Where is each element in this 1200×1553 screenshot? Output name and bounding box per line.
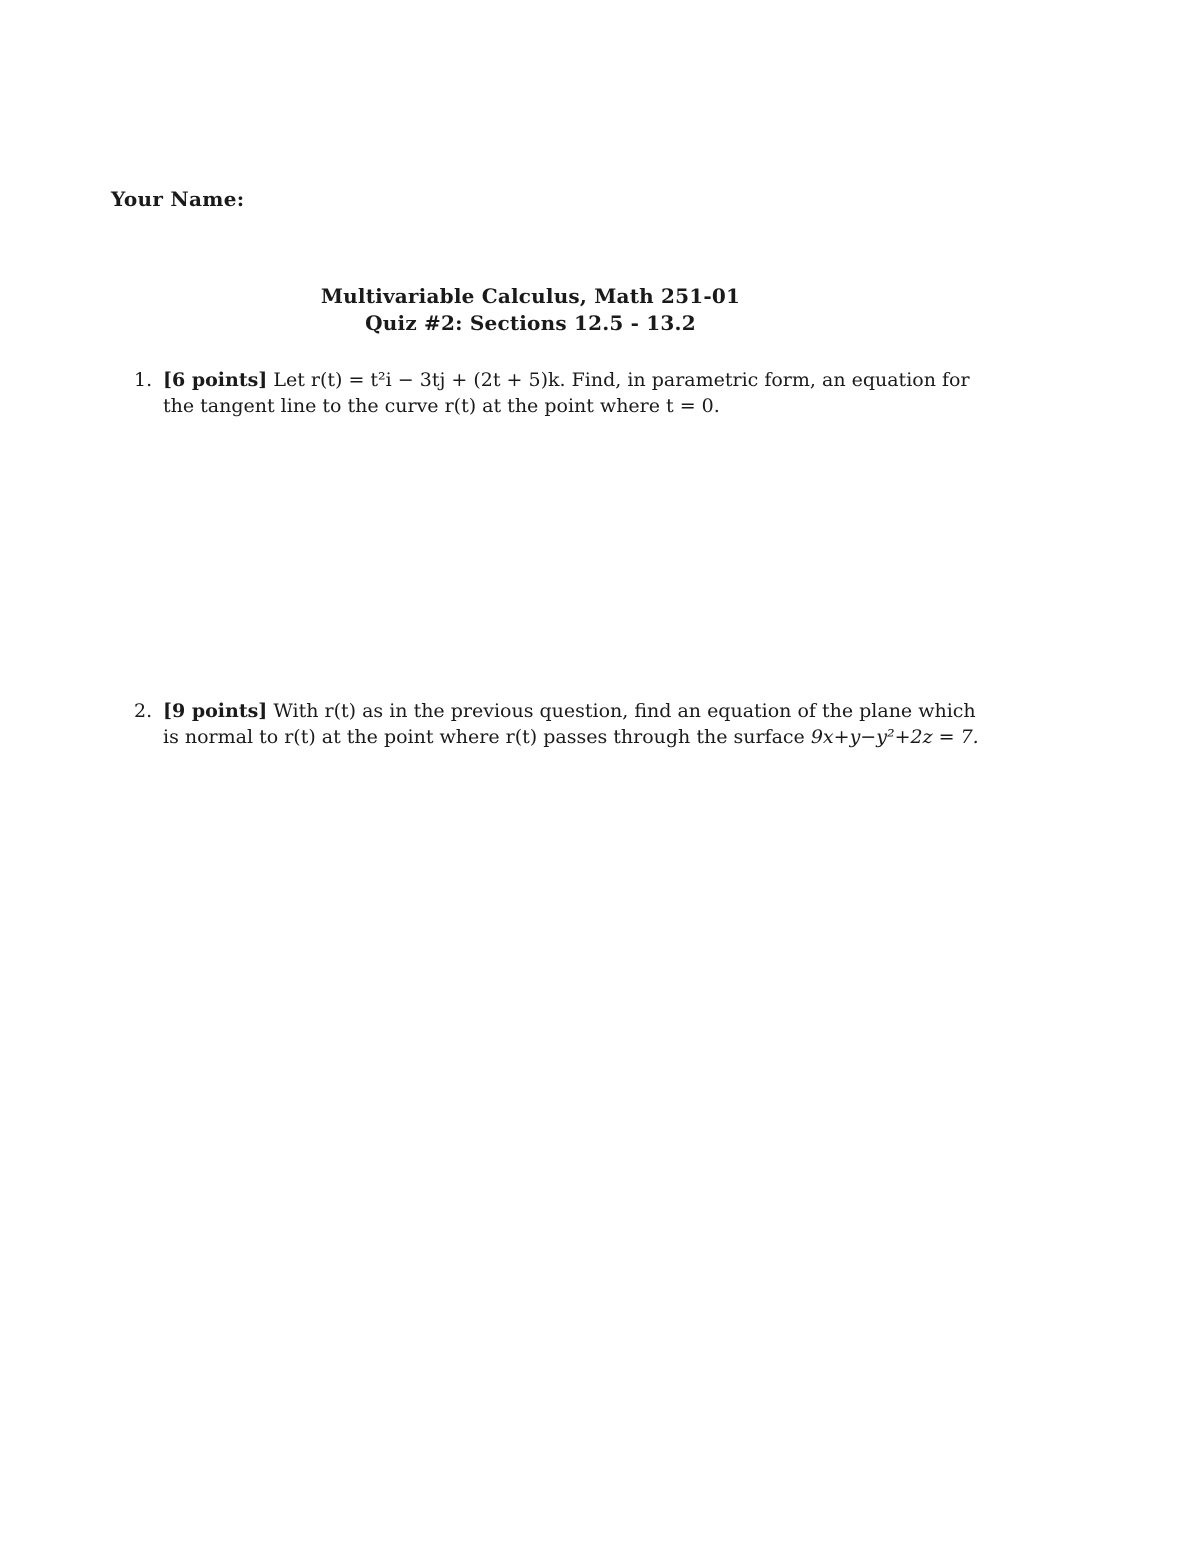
question-1-number: 1. [134,369,153,391]
question-2-surface-equation: 9x+y−y²+2z = 7. [810,726,979,748]
course-title: Multivariable Calculus, Math 251-01 [320,284,741,308]
question-2-line-1 [134,698,976,724]
question-2-text-line-2: is normal to r(t) at the point where r(t) passes through the surface [163,726,805,748]
name-field-label: Your Name: [111,187,245,211]
question-1 [134,367,970,419]
question-2 [134,698,979,750]
question-2-points: [9 points] [163,700,268,722]
question-1-text-line-2: the tangent line to the curve r(t) at the point where t = 0. [163,395,720,417]
question-1-text-line-1: Find, in parametric form, an equation for [571,369,970,391]
question-1-equation: r(t) = t²i − 3tj + (2t + 5)k. [310,369,566,391]
quiz-title: Quiz #2: Sections 12.5 - 13.2 [365,311,696,335]
question-1-line-1 [134,367,970,393]
question-2-line-2 [134,724,979,750]
question-2-number: 2. [134,700,153,722]
question-1-points: [6 points] [163,369,268,391]
question-1-intro: Let [273,369,305,391]
question-2-text-line-1: With r(t) as in the previous question, find an equation of the plane which [273,700,976,722]
